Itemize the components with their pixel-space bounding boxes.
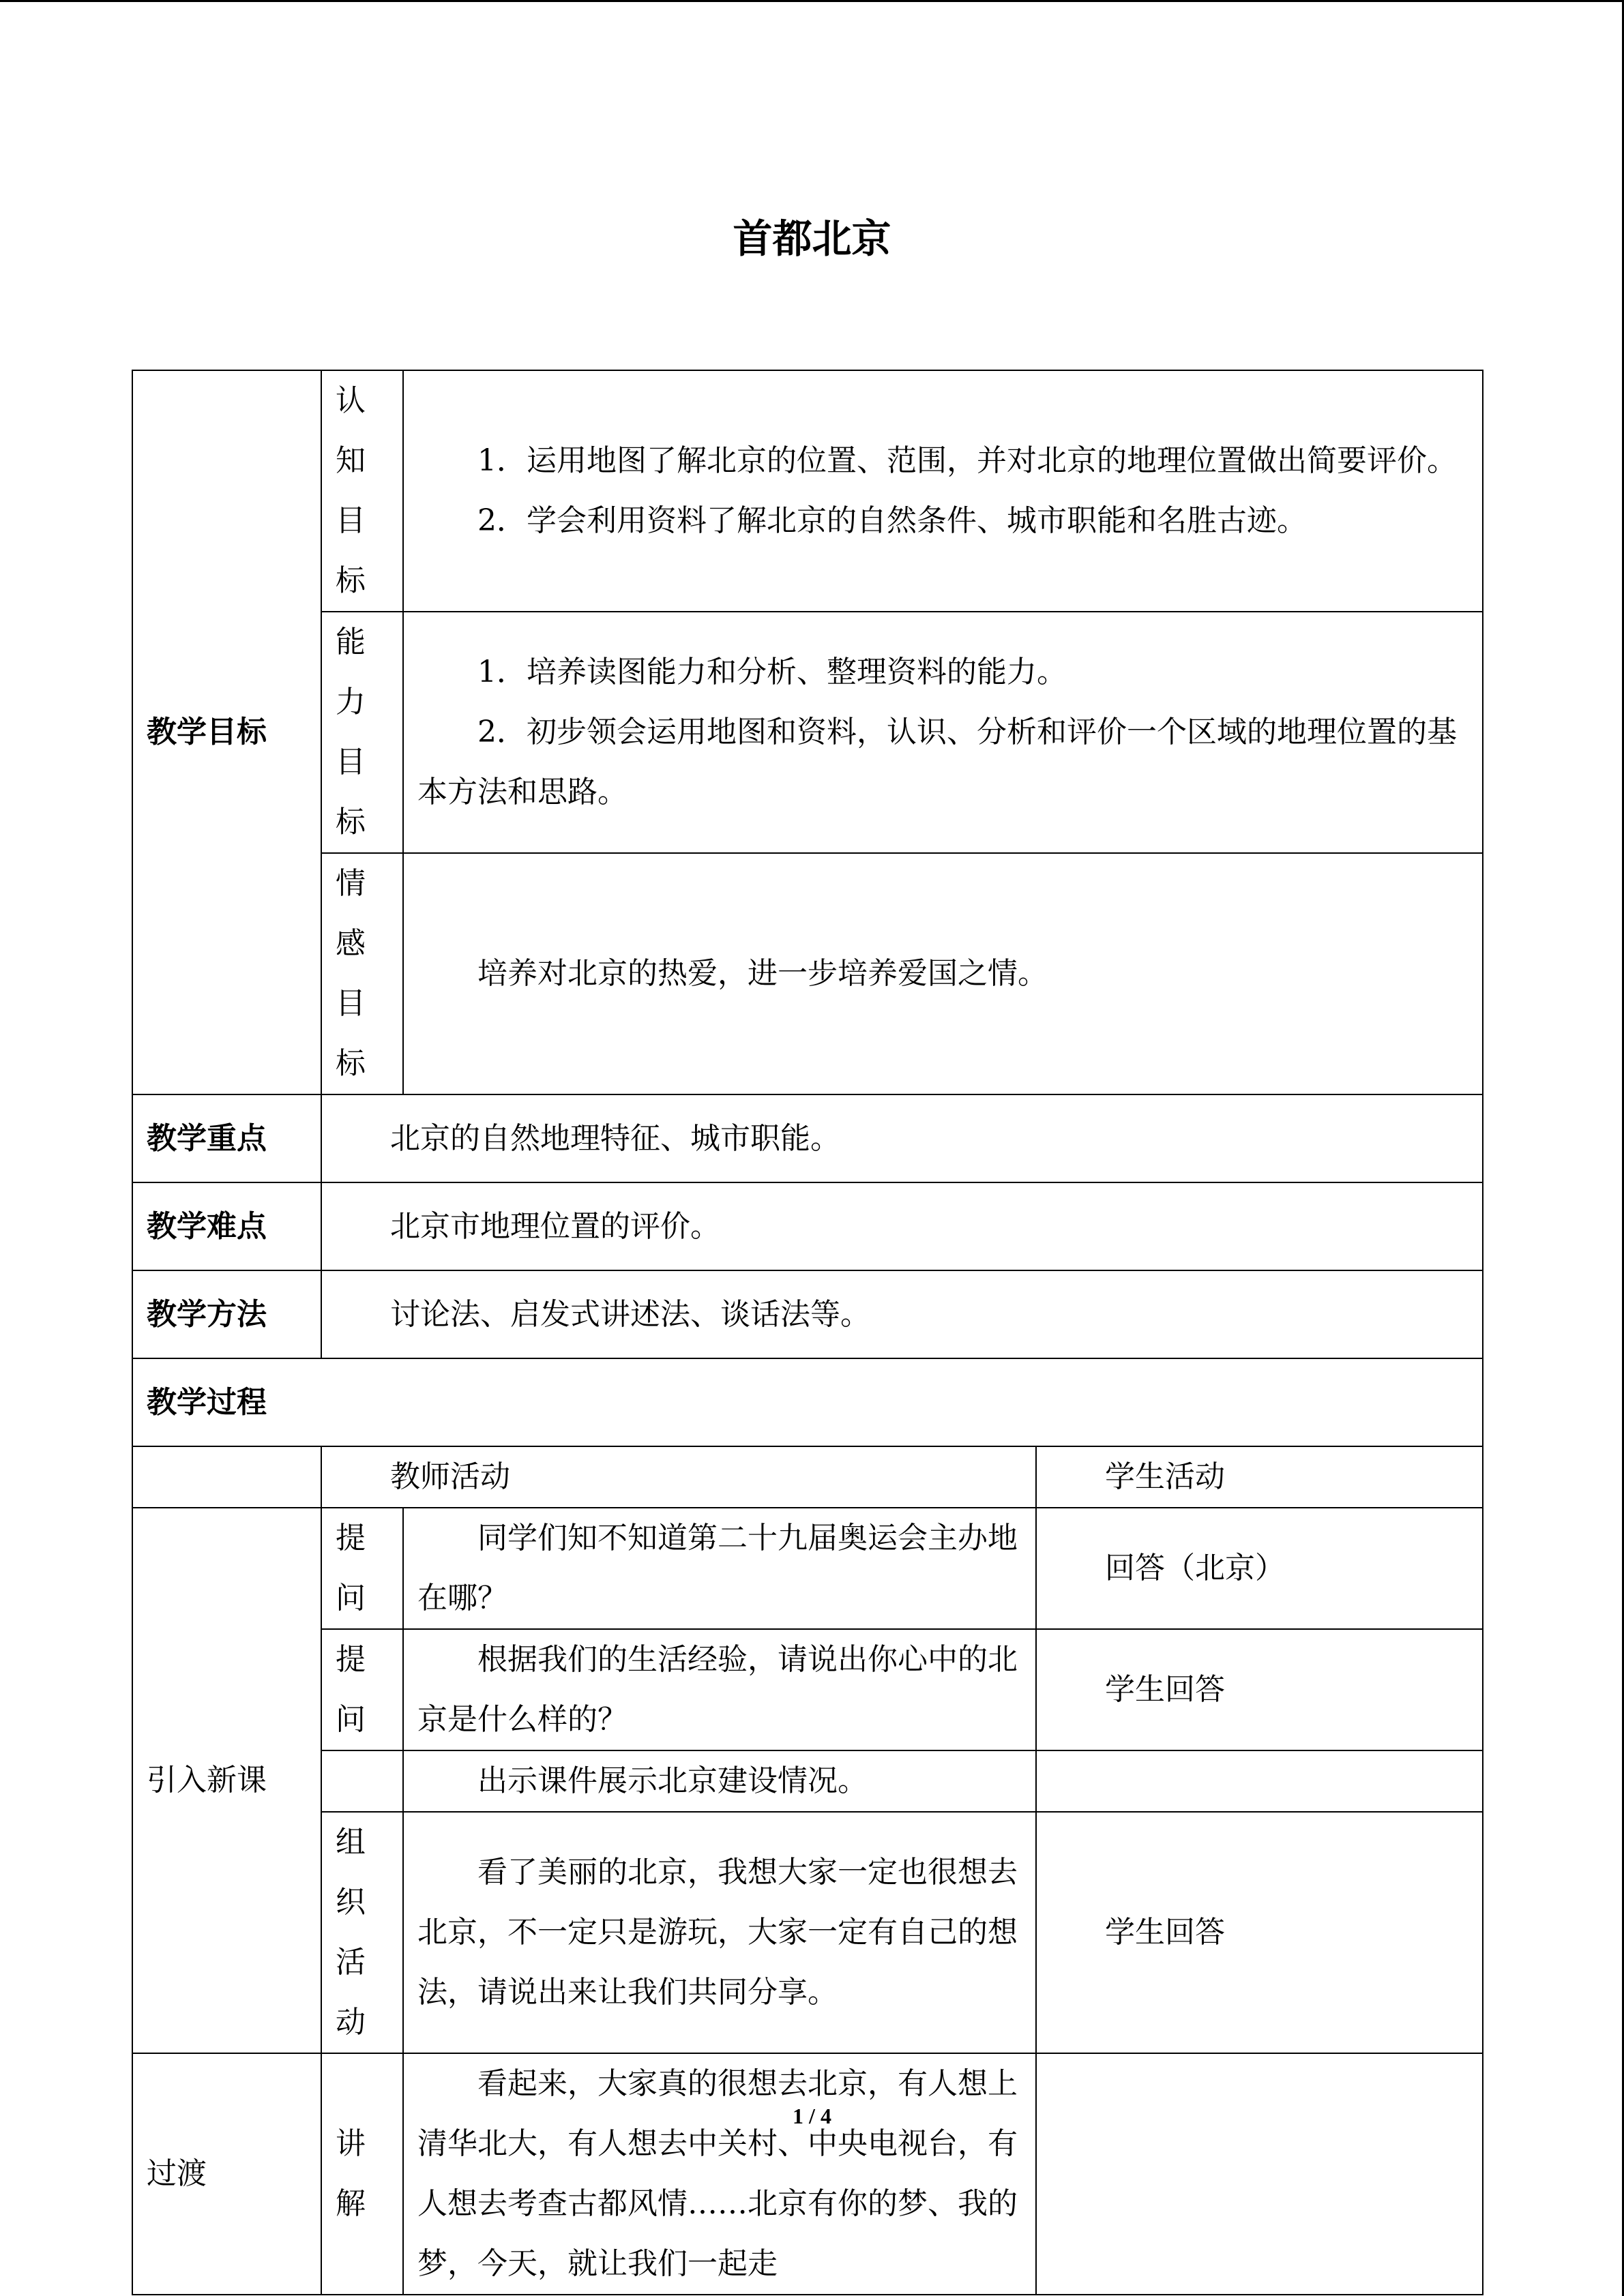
student-activity (1036, 2053, 1483, 2295)
transition-stage: 过渡 (132, 2053, 321, 2295)
cognitive-item: 2．学会利用资料了解北京的自然条件、城市职能和名胜古迹。 (477, 503, 1307, 538)
empty-cell (132, 1446, 321, 1508)
process-header: 教学过程 (132, 1358, 1483, 1446)
teacher-activity-text: 看了美丽的北京，我想大家一定也很想去北京，不一定只是游玩，大家一定有自己的想法，请说出来让我们共同分享。 (417, 1855, 1018, 2010)
objectives-cognitive-row (132, 370, 1483, 612)
table-row (132, 1508, 1483, 1629)
ability-label: 能力目标 (321, 612, 403, 853)
ability-item: 2．初步领会运用地图和资料，认识、分析和评价一个区域的地理位置的基本方法和思路。 (417, 715, 1457, 809)
table-row (132, 2053, 1483, 2295)
cognitive-item: 1．运用地图了解北京的位置、范围，并对北京的地理位置做出简要评价。 (477, 443, 1457, 478)
activity-type: 提问 (321, 1629, 403, 1750)
teacher-activity-text: 看起来，大家真的很想去北京，有人想上清华北大，有人想去中关村、中央电视台，有人想去考查古都风情……北京有你的梦、我的梦，今天，就让我们一起走 (417, 2066, 1018, 2281)
activity-type: 讲解 (321, 2053, 403, 2295)
method-header: 教学方法 (132, 1270, 321, 1358)
cognitive-label: 认知目标 (321, 370, 403, 612)
process-header-row (132, 1358, 1483, 1446)
emotion-label: 情感目标 (321, 853, 403, 1094)
activity-type: 提问 (321, 1508, 403, 1629)
emotion-content (403, 853, 1483, 1094)
key-point-row (132, 1094, 1483, 1182)
teacher-activity (403, 1508, 1036, 1629)
table-row (132, 1750, 1483, 1812)
difficulty-header: 教学难点 (132, 1182, 321, 1270)
ability-content (403, 612, 1483, 853)
teacher-activity-text: 出示课件展示北京建设情况。 (477, 1763, 868, 1798)
ability-item: 1．培养读图能力和分析、整理资料的能力。 (477, 655, 1067, 689)
objectives-ability-row (132, 612, 1483, 853)
method-row (132, 1270, 1483, 1358)
table-row (132, 1629, 1483, 1750)
cognitive-content (403, 370, 1483, 612)
teacher-activity-text: 根据我们的生活经验，请说出你心中的北京是什么样的？ (417, 1642, 1018, 1737)
student-activity: 回答（北京） (1036, 1508, 1483, 1629)
teacher-activity-text: 同学们知不知道第二十九届奥运会主办地在哪？ (417, 1521, 1018, 1615)
key-point-text: 北京的自然地理特征、城市职能。 (321, 1094, 1483, 1182)
key-point-header: 教学重点 (132, 1094, 321, 1182)
student-activity: 学生回答 (1036, 1812, 1483, 2053)
objectives-emotion-row (132, 853, 1483, 1094)
student-activity (1036, 1750, 1483, 1812)
activity-type (321, 1750, 403, 1812)
difficulty-row (132, 1182, 1483, 1270)
teacher-activity (403, 2053, 1036, 2295)
student-activity: 学生回答 (1036, 1629, 1483, 1750)
process-column-header-row (132, 1446, 1483, 1508)
objectives-header: 教学目标 (132, 370, 321, 1094)
method-text: 讨论法、启发式讲述法、谈话法等。 (321, 1270, 1483, 1358)
emotion-item: 培养对北京的热爱，进一步培养爱国之情。 (477, 956, 1048, 991)
page-number: 1 / 4 (793, 2104, 831, 2128)
student-activity-header: 学生活动 (1036, 1446, 1483, 1508)
teacher-activity-header: 教师活动 (321, 1446, 1036, 1508)
teacher-activity (403, 1812, 1036, 2053)
activity-type: 组织活动 (321, 1812, 403, 2053)
page-title: 首都北京 (733, 215, 891, 262)
teacher-activity (403, 1750, 1036, 1812)
difficulty-text: 北京市地理位置的评价。 (321, 1182, 1483, 1270)
lesson-plan-table (132, 370, 1483, 2295)
table-row (132, 1812, 1483, 2053)
teacher-activity (403, 1629, 1036, 1750)
top-border-line (0, 0, 1624, 2)
intro-stage: 引入新课 (132, 1508, 321, 2053)
